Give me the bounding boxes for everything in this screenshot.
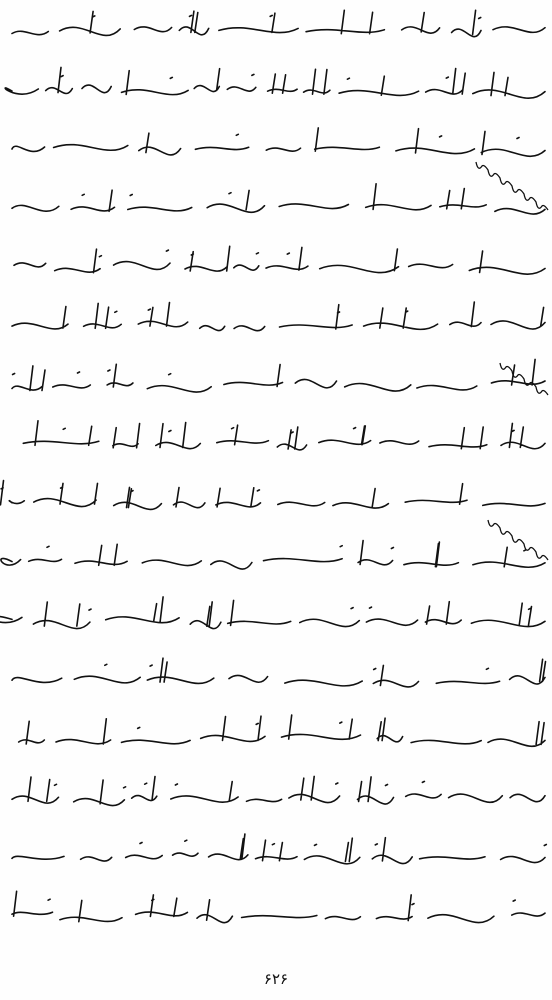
- handwriting-stroke: [14, 246, 545, 274]
- margin-note-stroke: [500, 363, 548, 395]
- manuscript-line: [12, 776, 545, 805]
- manuscript-line: [12, 128, 545, 156]
- handwriting-stroke: [19, 715, 545, 746]
- manuscript-line: [12, 891, 545, 922]
- handwriting-stroke: [12, 776, 545, 805]
- manuscript-line: [12, 184, 545, 214]
- manuscript-line: [0, 538, 545, 569]
- manuscript-line: [12, 658, 546, 687]
- manuscript-line: [12, 302, 545, 331]
- manuscript-line: [23, 421, 545, 450]
- handwriting-stroke: [12, 891, 545, 922]
- handwriting-stroke: [12, 359, 545, 392]
- handwriting-stroke: [0, 67, 545, 98]
- margin-note-stroke: [476, 162, 548, 210]
- handwriting-stroke: [23, 421, 545, 450]
- manuscript-line: [1, 481, 546, 510]
- manuscript-line: [19, 715, 545, 746]
- handwriting-stroke: [12, 10, 545, 36]
- handwriting-stroke: [12, 302, 545, 331]
- manuscript-line: [12, 359, 545, 392]
- handwriting-stroke: [12, 128, 545, 156]
- handwriting-stroke: [12, 184, 545, 214]
- manuscript-line: [14, 246, 545, 274]
- page-number: ۶۲۶: [263, 970, 289, 988]
- handwriting-stroke: [12, 658, 546, 687]
- margin-note-stroke: [488, 520, 548, 560]
- manuscript-line: [12, 10, 545, 36]
- manuscript-line: [0, 597, 545, 629]
- handwriting-stroke: [0, 597, 545, 629]
- manuscript-line: [12, 834, 546, 864]
- handwriting-stroke: [0, 538, 545, 569]
- manuscript-line: [0, 67, 545, 98]
- handwriting-stroke: [1, 481, 546, 510]
- handwriting-stroke: [12, 834, 546, 864]
